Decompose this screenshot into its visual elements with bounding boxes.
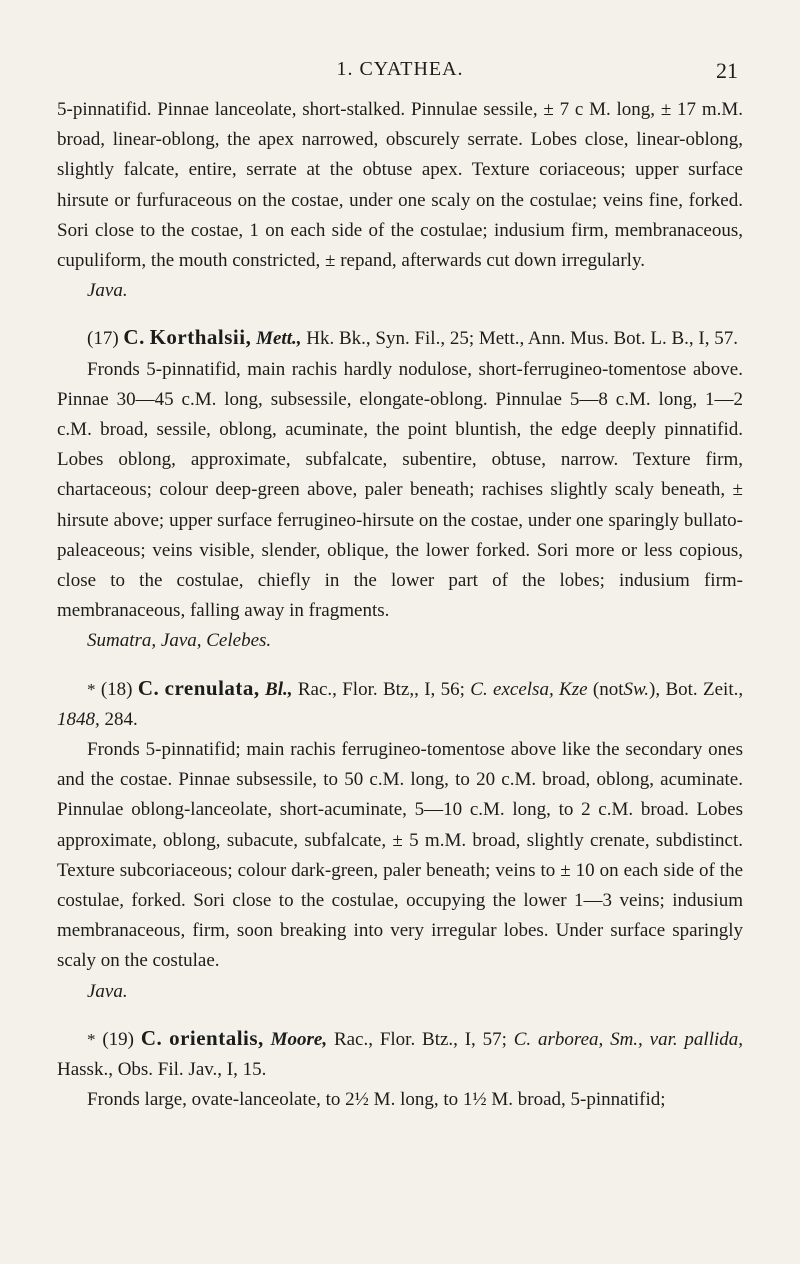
genus-abbrev: C. (137, 675, 160, 700)
page-body (57, 95, 743, 1116)
species-author: Moore, (270, 1028, 328, 1050)
references: (not (592, 678, 624, 700)
references: ), Bot. Zeit., (649, 678, 744, 700)
reference-page: 284. (104, 708, 138, 730)
references: Rac., Flor. Btz., I, 57; (333, 1028, 507, 1050)
species-name: Korthalsii, (149, 325, 252, 350)
synonym: C. excelsa, Kze (470, 678, 588, 700)
running-title: 1. CYATHEA. (336, 58, 464, 80)
synonym: C. arborea, Sm., var. pallida, (513, 1028, 744, 1050)
synonym-author: Sw. (623, 678, 650, 700)
species-entry-17 (57, 322, 743, 354)
continued-description: 5-pinnatifid. Pinnae lanceolate, short-stalked. Pinnulae sessile, ± 7 c M. long, ± 17 m.M. broad, linear-oblong, the apex narrowed, obscurely serrate. Lobes close, linear-oblong, slightly falcate, entire, serrate at the obtuse apex. Texture coriaceous; upper surface hirsute or furfuraceous on the costae, under one scaly on the costulae; veins fine, forked. Sori close to the costae, 1 on each side of the costulae; indusium firm, membranaceous, cupuliform, the mouth constricted, ± repand, afterwards cut down irregularly. (57, 99, 743, 272)
references: Rac., Flor. Btz,, I, 56; (297, 678, 465, 700)
references: Hk. Bk., Syn. Fil., 25; Mett., Ann. Mus. Bot. L. B., I, 57. (306, 328, 739, 350)
asterisk-marker: * (87, 1029, 96, 1049)
asterisk-marker: * (87, 679, 96, 699)
species-name: orientalis, (169, 1025, 264, 1050)
locality: Sumatra, Java, Celebes. (87, 630, 272, 652)
species-number: (18) (100, 678, 133, 700)
species-author: Mett., (256, 328, 302, 350)
species-description: Fronds 5-pinnatifid, main rachis hardly nodulose, short-ferrugineo-tomentose above. Pinnae 30—45 c.M. long, subsessile, elongate-oblong. Pinnulae 5—8 c.M. long, 1—2 c.M. broad, sessile, oblong, acuminate, the point bluntish, the edge deeply pinnatifid. Lobes oblong, approximate, subfalcate, subentire, obtuse, narrow. Texture firm, chartaceous; colour deep-green above, paler beneath; rachises slightly scaly beneath, ± hirsute above; upper surface ferrugineo-hirsute on the costae, under one sparingly bullato-paleaceous; veins visible, slender, oblique, the lower forked. Sori more or less copious, close to the costulae, chiefly in the lower part of the lobes; indusium firm-membranaceous, falling away in fragments. (57, 358, 743, 622)
locality: Java. (87, 980, 128, 1002)
page-header (0, 58, 800, 88)
species-description: Fronds 5-pinnatifid; main rachis ferrugineo-tomentose above like the secondary ones and the costae. Pinnae subsessile, to 50 c.M. long, to 20 c.M. broad, oblong, acuminate. Pinnulae oblong-lanceolate, short-acuminate, 5—10 c.M. long, to 2 c.M. broad. Lobes approximate, oblong, subacute, subfalcate, ± 5 m.M. broad, slightly crenate, subdistinct. Texture subcoriaceous; colour dark-green, paler beneath; veins to ± 10 on each side of the costulae, forked. Sori close to the costulae, occupying the lower 1—3 veins; indusium membranaceous, firm, soon breaking into very irregular lobes. Under surface sparingly scaly on the costulae. (57, 739, 743, 972)
reference-year: 1848, (57, 708, 100, 730)
genus-abbrev: C. (140, 1025, 163, 1050)
species-number: (17) (87, 328, 119, 350)
page-number: 21 (716, 58, 738, 83)
genus-abbrev: C. (123, 325, 145, 350)
species-description: Fronds large, ovate-lanceolate, to 2½ M. long, to 1½ M. broad, 5-pinnatifid; (87, 1089, 666, 1111)
species-entry-19 (57, 1023, 743, 1085)
species-name: crenulata, (164, 675, 260, 700)
references: Hassk., Obs. Fil. Jav., I, 15. (57, 1059, 267, 1081)
locality: Java. (87, 280, 128, 302)
species-number: (19) (102, 1028, 134, 1050)
species-author: Bl., (265, 678, 293, 700)
species-entry-18 (57, 673, 743, 735)
